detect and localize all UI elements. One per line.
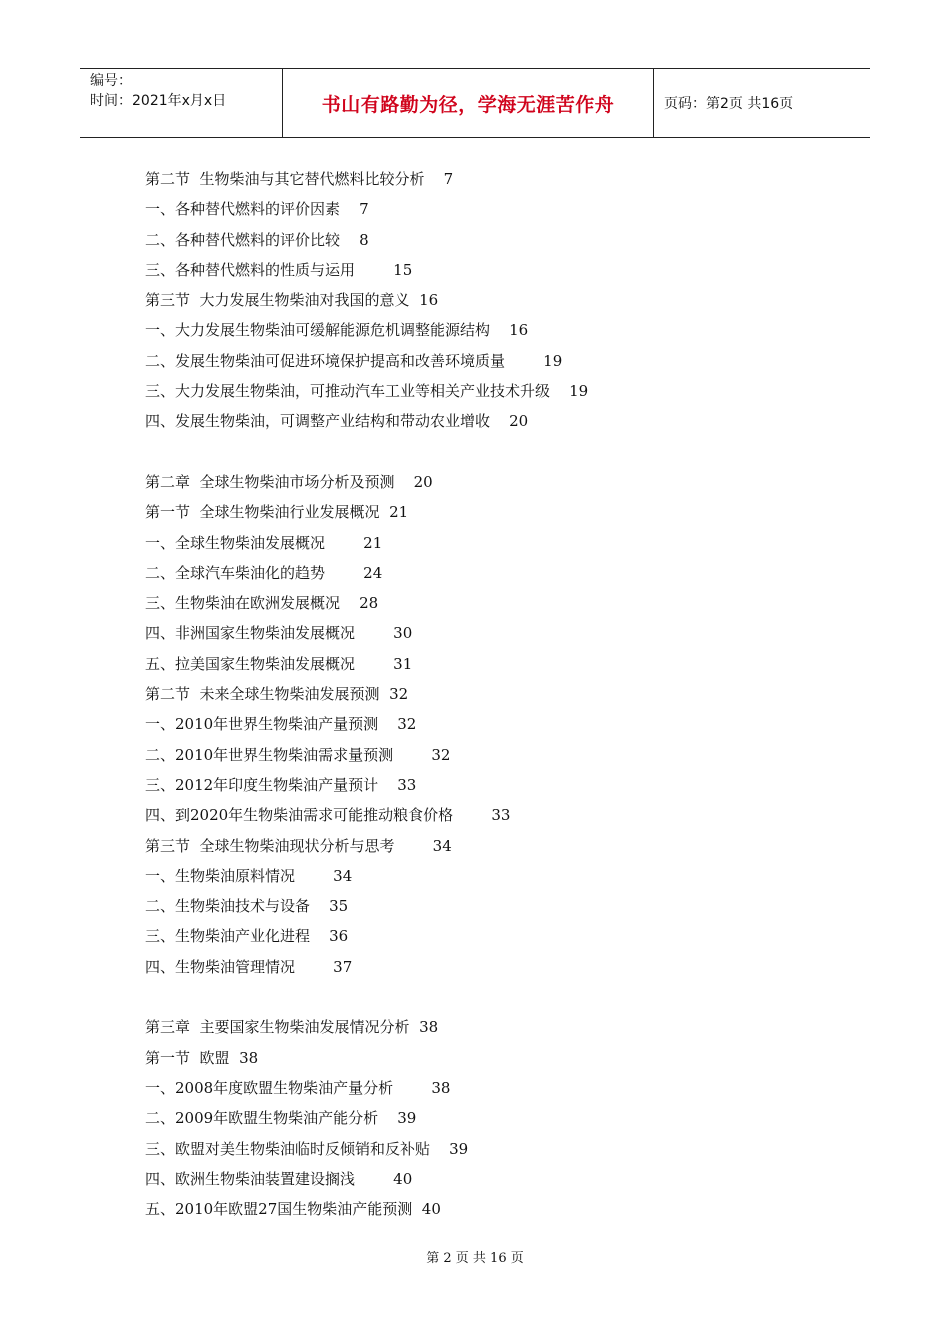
header-time-label: 时间：2021年x月x日 <box>90 93 227 109</box>
toc-entry: 四、到2020年生物柴油需求可能推动粮食价格 33 <box>145 806 511 825</box>
header-number-label: 编号： <box>90 73 132 89</box>
toc-entry: 三、生物柴油在欧洲发展概况 28 <box>145 594 379 613</box>
toc-entry: 一、2010年世界生物柴油产量预测 32 <box>145 715 417 734</box>
header-motto: 书山有路勤为径，学海无涯苦作舟 <box>282 69 654 137</box>
toc-entry: 第三节 大力发展生物柴油对我国的意义 16 <box>145 291 439 310</box>
table-of-contents <box>145 168 765 1228</box>
toc-entry: 第二节 生物柴油与其它替代燃料比较分析 7 <box>145 170 454 188</box>
toc-entry: 二、2010年世界生物柴油需求量预测 32 <box>145 745 451 764</box>
toc-blank-line <box>145 986 765 1016</box>
header-meta <box>80 69 282 137</box>
toc-entry: 第一节 欧盟 38 <box>145 1048 259 1067</box>
toc-entry: 第二节 未来全球生物柴油发展预测 32 <box>145 685 409 704</box>
toc-entry: 二、发展生物柴油可促进环境保护提高和改善环境质量 19 <box>145 351 563 370</box>
toc-entry: 四、欧洲生物柴油装置建设搁浅 40 <box>145 1169 413 1188</box>
toc-entry: 二、生物柴油技术与设备 35 <box>145 897 349 916</box>
toc-entry: 三、大力发展生物柴油，可推动汽车工业等相关产业技术升级 19 <box>145 382 589 401</box>
toc-entry: 五、拉美国家生物柴油发展概况 31 <box>145 654 413 673</box>
page-footer: 第 2 页 共 16 页 <box>426 1251 524 1266</box>
toc-entry: 四、非洲国家生物柴油发展概况 30 <box>145 624 413 643</box>
toc-entry: 一、生物柴油原料情况 34 <box>145 866 353 885</box>
toc-entry: 三、各种替代燃料的性质与运用 15 <box>145 260 413 279</box>
toc-blank-line <box>145 441 765 471</box>
toc-entry: 三、2012年印度生物柴油产量预计 33 <box>145 775 417 794</box>
toc-entry: 第一节 全球生物柴油行业发展概况 21 <box>145 503 409 522</box>
toc-entry: 四、生物柴油管理情况 37 <box>145 957 353 976</box>
page-header <box>80 68 870 138</box>
toc-entry: 五、2010年欧盟27国生物柴油产能预测 40 <box>145 1200 441 1219</box>
toc-entry: 二、2009年欧盟生物柴油产能分析 39 <box>145 1109 417 1128</box>
toc-entry: 二、全球汽车柴油化的趋势 24 <box>145 563 383 582</box>
toc-entry: 一、全球生物柴油发展概况 21 <box>145 533 383 552</box>
toc-entry: 第三节 全球生物柴油现状分析与思考 34 <box>145 836 452 855</box>
header-page-label: 页码：第2页 共16页 <box>664 96 794 112</box>
toc-entry: 第二章 全球生物柴油市场分析及预测 20 <box>145 472 433 491</box>
toc-entry: 三、欧盟对美生物柴油临时反倾销和反补贴 39 <box>145 1139 469 1158</box>
toc-entry: 一、各种替代燃料的评价因素 7 <box>145 200 369 219</box>
toc-entry: 二、各种替代燃料的评价比较 8 <box>145 230 369 249</box>
toc-entry: 一、大力发展生物柴油可缓解能源危机调整能源结构 16 <box>145 321 529 340</box>
toc-entry: 第三章 主要国家生物柴油发展情况分析 38 <box>145 1018 439 1037</box>
toc-entry: 一、2008年度欧盟生物柴油产量分析 38 <box>145 1078 451 1097</box>
toc-entry: 三、生物柴油产业化进程 36 <box>145 927 349 946</box>
toc-entry: 四、发展生物柴油，可调整产业结构和带动农业增收 20 <box>145 412 529 431</box>
